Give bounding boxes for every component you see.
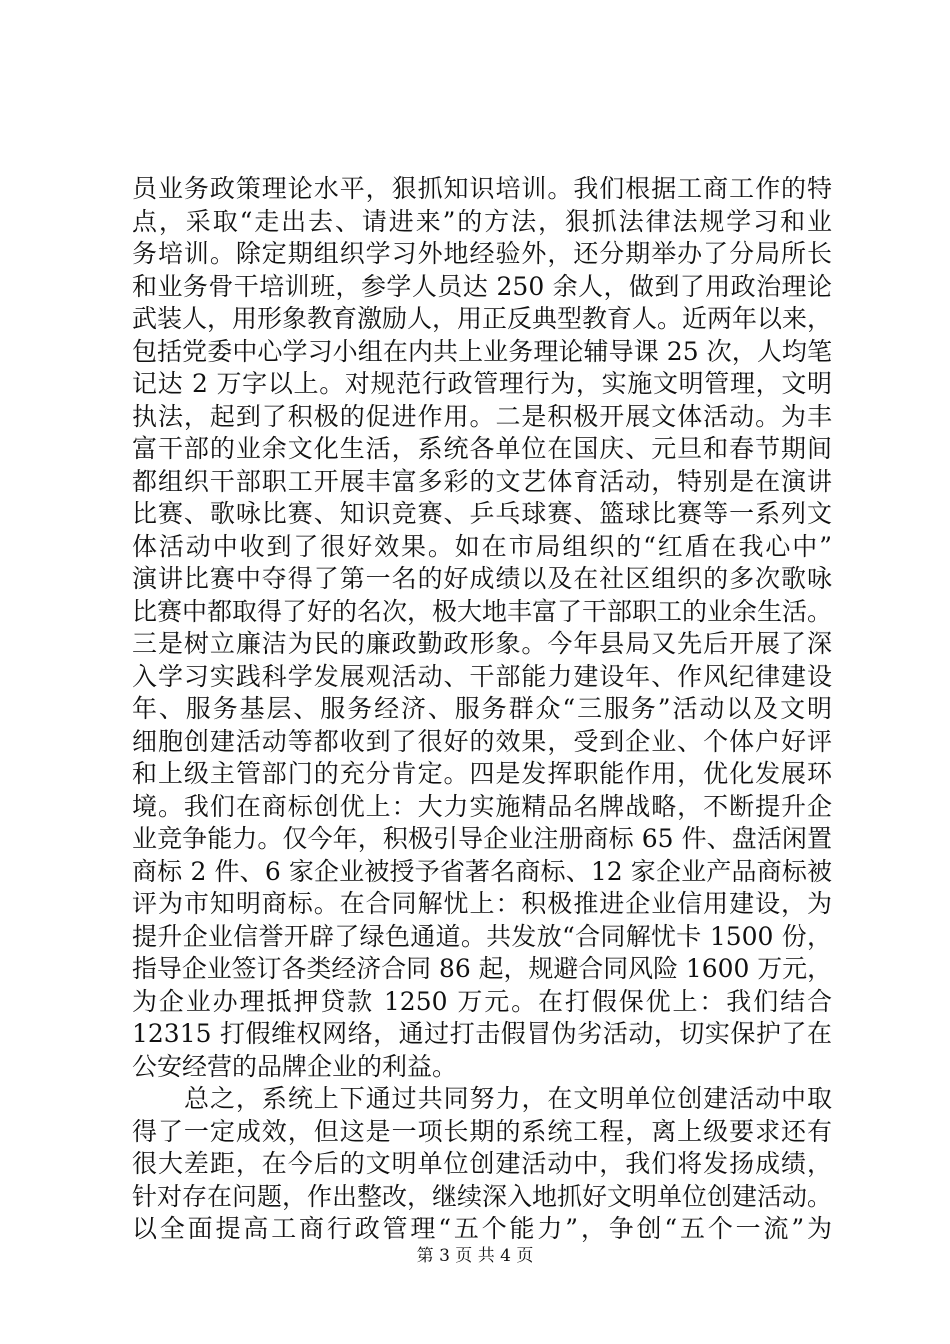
text-line: 评为市知明商标。在合同解忧上：积极推进企业信用建设，为 <box>132 889 832 918</box>
text-line: 公安经营的品牌企业的利益。 <box>132 1051 458 1081</box>
text-line: 境。我们在商标创优上：大力实施精品名牌战略，不断提升企 <box>132 791 832 821</box>
text-line: 入学习实践科学发展观活动、干部能力建设年、作风纪律建设 <box>132 661 832 691</box>
text-line: 针对存在问题，作出整改，继续深入地抓好文明单位创建活动。 <box>132 1181 833 1211</box>
text-line: 武装人，用形象教育激励人，用正反典型教育人。近两年以来， <box>132 304 833 333</box>
text-line: 三是树立廉洁为民的廉政勤政形象。今年县局又先后开展了深 <box>132 629 832 658</box>
text-line: 务培训。除定期组织学习外地经验外，还分期举办了分局所长 <box>132 239 832 268</box>
text-line: 员业务政策理论水平，狠抓知识培训。我们根据工商工作的特 <box>132 174 832 203</box>
text-line: 和上级主管部门的充分肯定。四是发挥职能作用，优化发展环 <box>132 759 832 788</box>
text-line: 都组织干部职工开展丰富多彩的文艺体育活动，特别是在演讲 <box>132 466 832 496</box>
text-line: 得了一定成效，但这是一项长期的系统工程，离上级要求还有 <box>132 1116 832 1146</box>
paragraph-start-line: 总之，系统上下通过共同努力，在文明单位创建活动中取 <box>184 1084 832 1113</box>
text-line: 指导企业签订各类经济合同 86 起，规避合同风险 1600 万元， <box>132 954 832 983</box>
text-line: 12315 打假维权网络，通过打击假冒伪劣活动，切实保护了在 <box>132 1019 832 1048</box>
text-line: 细胞创建活动等都收到了很好的效果，受到企业、个体户好评 <box>132 726 832 756</box>
text-line: 记达 2 万字以上。对规范行政管理行为，实施文明管理，文明 <box>132 369 832 398</box>
text-line: 提升企业信誉开辟了绿色通道。共发放“合同解忧卡 1500 份， <box>132 921 832 951</box>
text-line: 很大差距，在今后的文明单位创建活动中，我们将发扬成绩， <box>132 1149 832 1178</box>
text-line: 富干部的业余文化生活，系统各单位在国庆、元旦和春节期间 <box>132 434 832 463</box>
text-line: 包括党委中心学习小组在内共上业务理论辅导课 25 次，人均笔 <box>132 336 832 366</box>
text-line: 比赛中都取得了好的名次，极大地丰富了干部职工的业余生活。 <box>132 596 833 626</box>
text-line: 点，采取“走出去、请进来”的方法，狠抓法律法规学习和业 <box>132 206 832 236</box>
text-line: 和业务骨干培训班，参学人员达 250 余人，做到了用政治理论 <box>132 271 832 301</box>
text-line: 业竞争能力。仅今年，积极引导企业注册商标 65 件、盘活闲置 <box>132 824 832 853</box>
text-line: 为企业办理抵押贷款 1250 万元。在打假保优上：我们结合 <box>132 986 832 1016</box>
text-line: 以全面提高工商行政管理“五个能力”，争创“五个一流”为 <box>132 1214 832 1243</box>
text-line: 商标 2 件、6 家企业被授予省著名商标、12 家企业产品商标被 <box>132 856 832 886</box>
body-text <box>132 173 832 1246</box>
text-line: 比赛、歌咏比赛、知识竞赛、乒乓球赛、篮球比赛等一系列文 <box>132 499 832 528</box>
text-line: 演讲比赛中夺得了第一名的好成绩以及在社区组织的多次歌咏 <box>132 564 832 593</box>
page-number-footer: 第 3 页 共 4 页 <box>416 1246 534 1266</box>
text-line: 执法，起到了积极的促进作用。二是积极开展文体活动。为丰 <box>132 401 832 431</box>
text-line: 年、服务基层、服务经济、服务群众“三服务”活动以及文明 <box>132 694 832 723</box>
text-line: 体活动中收到了很好效果。如在市局组织的“红盾在我心中” <box>132 531 832 561</box>
